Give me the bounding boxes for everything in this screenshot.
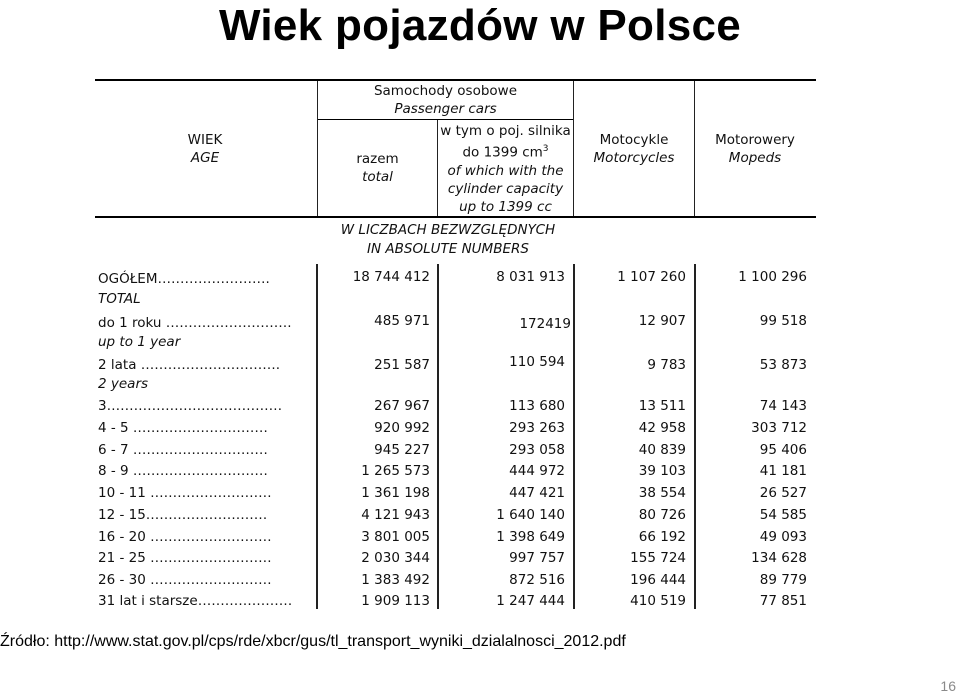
cell-mopeds: 74 143 [759, 398, 807, 414]
cars-sub-rule [318, 119, 573, 120]
row-label: OGÓŁEM……………………. [98, 271, 270, 287]
row-label: 2 lata …………………………. [98, 357, 281, 373]
cell-motorcycles: 13 511 [638, 398, 686, 414]
row-label-en: TOTAL [98, 291, 141, 307]
header-age [150, 131, 260, 167]
row-label: 12 - 15……………………… [98, 507, 268, 523]
row-label: 16 - 20 ……………………… [98, 529, 272, 545]
page-number: 16 [940, 678, 956, 694]
cell-motorcycles: 38 554 [638, 485, 686, 501]
page-title: Wiek pojazdów w Polsce [218, 1, 742, 50]
header-sub-line: do 1399 $cm^3$ [462, 144, 549, 161]
row-label: 6 - 7 ………………………… [98, 442, 268, 458]
cell-mopeds: 41 181 [759, 463, 807, 479]
body-divider [316, 264, 318, 609]
header-cars-en: Passenger cars [394, 101, 497, 117]
cell-small-engine: 447 421 [509, 485, 565, 501]
cell-total: 485 971 [374, 313, 430, 329]
cell-mopeds: 89 779 [759, 572, 807, 588]
header-moped-pl: Motorowery [715, 132, 795, 148]
abs-caption-en: IN ABSOLUTE NUMBERS [367, 241, 529, 257]
header-sub-line: of which with the [447, 162, 564, 179]
cell-mopeds: 99 518 [759, 313, 807, 329]
cell-small-engine: 8 031 913 [496, 269, 565, 285]
cell-small-engine: 1 398 649 [496, 529, 565, 545]
header-passenger-cars [318, 82, 573, 118]
cell-total: 1 361 198 [361, 485, 430, 501]
row-label: 21 - 25 ……………………… [98, 550, 272, 566]
cell-mopeds: 54 585 [759, 507, 807, 523]
row-label: 10 - 11 ……………………… [98, 485, 272, 501]
cell-motorcycles: 39 103 [638, 463, 686, 479]
source-citation: Źródło: http://www.stat.gov.pl/cps/rde/xbcr/gus/tl_transport_wyniki_dzialalnosci_2012.pdf [0, 633, 626, 650]
cell-mopeds: 77 851 [759, 593, 807, 609]
header-divider [694, 81, 695, 216]
header-sub-line: w tym o poj. silnika [440, 123, 571, 139]
cell-mopeds: 303 712 [751, 420, 807, 436]
header-mopeds [696, 131, 814, 167]
cell-total: 3 801 005 [361, 529, 430, 545]
cell-total: 1 383 492 [361, 572, 430, 588]
header-total-en: total [362, 169, 393, 185]
header-sub-line: up to 1399 cc [459, 198, 552, 215]
body-divider [694, 264, 696, 609]
header-moto-en: Motorcycles [593, 150, 675, 166]
cell-total: 18 744 412 [352, 269, 430, 285]
cell-motorcycles: 40 839 [638, 442, 686, 458]
row-label: 4 - 5 ………………………… [98, 420, 268, 436]
cell-total: 251 587 [374, 357, 430, 373]
absolute-numbers-caption [318, 221, 578, 259]
header-cars-pl: Samochody osobowe [373, 83, 518, 99]
cell-mopeds: 53 873 [759, 357, 807, 373]
cell-total: 4 121 943 [361, 507, 430, 523]
table-top-rule [95, 79, 816, 81]
cell-small-engine: 293 263 [509, 420, 565, 436]
row-label: 3………………………………… [98, 398, 283, 414]
header-sub-line: cylinder capacity [447, 180, 564, 197]
cell-motorcycles: 155 724 [630, 550, 686, 566]
cell-motorcycles: 12 907 [638, 313, 686, 329]
cell-mopeds: 95 406 [759, 442, 807, 458]
cell-small-engine: 444 972 [509, 463, 565, 479]
cell-small-engine: 110 594 [509, 354, 565, 370]
cell-motorcycles: 9 783 [647, 357, 686, 373]
cell-motorcycles: 1 107 260 [617, 269, 686, 285]
cell-small-engine: 113 680 [509, 398, 565, 414]
cell-motorcycles: 196 444 [630, 572, 686, 588]
header-total-pl: razem [356, 151, 399, 167]
cell-small-engine: 293 058 [509, 442, 565, 458]
cell-motorcycles: 42 958 [638, 420, 686, 436]
header-total [320, 150, 435, 186]
cell-motorcycles: 66 192 [638, 529, 686, 545]
body-divider [573, 264, 575, 609]
row-label: 26 - 30 ……………………… [98, 572, 272, 588]
header-moped-en: Mopeds [728, 150, 782, 166]
row-label-en: 2 years [98, 376, 149, 392]
cell-total: 1 265 573 [361, 463, 430, 479]
cell-mopeds: 26 527 [759, 485, 807, 501]
cell-total: 920 992 [374, 420, 430, 436]
cell-mopeds: 134 628 [751, 550, 807, 566]
header-motorcycles [575, 131, 693, 167]
cell-mopeds: 49 093 [759, 529, 807, 545]
header-small-engine [438, 122, 573, 216]
cell-small-engine: 1 640 140 [496, 507, 565, 523]
cell-total: 945 227 [374, 442, 430, 458]
header-divider [573, 81, 574, 216]
cell-small-engine: 172419 [519, 316, 571, 332]
header-moto-pl: Motocykle [599, 132, 669, 148]
cell-small-engine: 997 757 [509, 550, 565, 566]
abs-caption-pl: W LICZBACH BEZWZGLĘDNYCH [340, 222, 556, 238]
cell-total: 1 909 113 [361, 593, 430, 609]
cell-small-engine: 1 247 444 [496, 593, 565, 609]
cell-small-engine: 872 516 [509, 572, 565, 588]
header-age-pl: WIEK [187, 132, 223, 148]
body-divider [437, 264, 439, 609]
cell-total: 267 967 [374, 398, 430, 414]
cell-motorcycles: 80 726 [638, 507, 686, 523]
row-label-en: up to 1 year [98, 334, 181, 350]
cell-total: 2 030 344 [361, 550, 430, 566]
row-label: 8 - 9 ………………………… [98, 463, 268, 479]
row-label: 31 lat i starsze………………… [98, 593, 293, 609]
row-label: do 1 roku ………………………. [98, 315, 292, 331]
header-age-en: AGE [190, 150, 220, 166]
cell-mopeds: 1 100 296 [738, 269, 807, 285]
header-bottom-rule [95, 216, 816, 218]
cell-motorcycles: 410 519 [630, 593, 686, 609]
